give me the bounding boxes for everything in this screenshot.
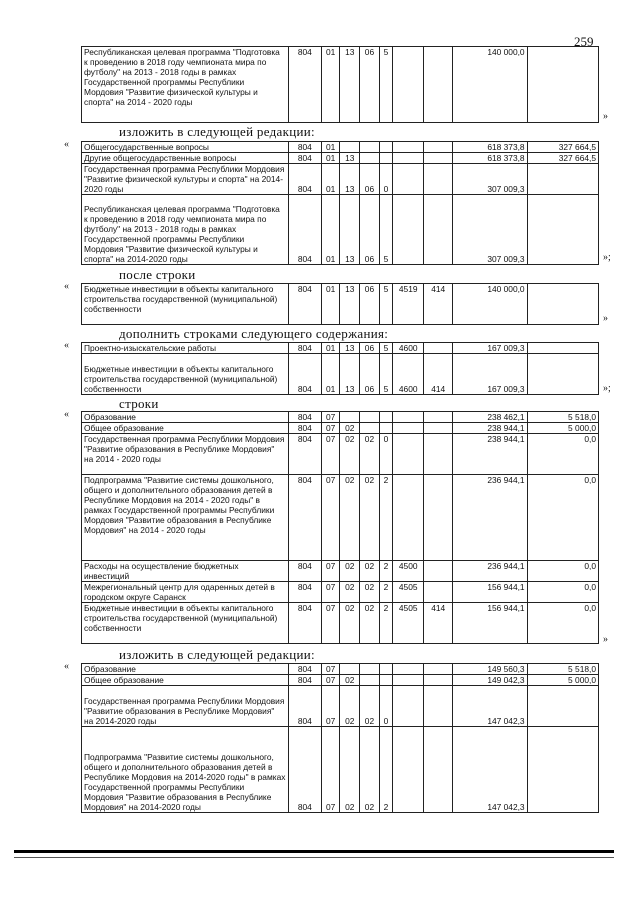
table-cell: 327 664,5 xyxy=(527,142,598,153)
row-name-cell: Государственная программа Республики Мордовия "Развитие образования в Республике Мордовия" на 2014-2020 годы xyxy=(82,686,289,727)
budget-table xyxy=(81,283,599,325)
budget-table xyxy=(81,663,599,813)
table-cell xyxy=(393,664,424,675)
close-quote: » xyxy=(603,313,608,324)
table-cell xyxy=(527,195,598,265)
table-cell: 07 xyxy=(321,686,340,727)
table-cell: 5 518,0 xyxy=(527,412,598,423)
table-cell xyxy=(527,354,598,395)
table-cell: 13 xyxy=(340,164,360,195)
table-cell: 327 664,5 xyxy=(527,153,598,164)
page-number: 259 xyxy=(574,34,594,49)
table-cell xyxy=(527,343,598,354)
table-cell: 01 xyxy=(321,47,340,123)
table-cell xyxy=(393,686,424,727)
table-cell xyxy=(424,561,453,582)
table-row xyxy=(82,603,599,644)
table-cell: 02 xyxy=(360,727,380,813)
table-cell xyxy=(340,142,360,153)
table-cell: 02 xyxy=(340,423,360,434)
footer-rule-thin xyxy=(14,857,614,858)
table-cell: 0,0 xyxy=(527,582,598,603)
table-cell: 01 xyxy=(321,284,340,325)
row-name-cell: Общегосударственные вопросы xyxy=(82,142,289,153)
table-cell: 13 xyxy=(340,284,360,325)
table-cell: 07 xyxy=(321,475,340,561)
table-cell: 4519 xyxy=(393,284,424,325)
row-name-cell: Республиканская целевая программа "Подготовка к проведению в 2018 году чемпионата мира по футболу" на 2013 - 2018 годы в рамках Государственной программы Республики Мордовия "Развитие физической культуры и спорта" на 2014-2020 годы xyxy=(82,195,289,265)
table-cell xyxy=(527,284,598,325)
table-cell: 804 xyxy=(288,664,321,675)
table-cell: 07 xyxy=(321,664,340,675)
table-cell: 02 xyxy=(360,434,380,475)
table-row xyxy=(82,164,599,195)
table-cell: 804 xyxy=(288,423,321,434)
table-cell: 5 000,0 xyxy=(527,675,598,686)
table-cell xyxy=(424,664,453,675)
table-cell xyxy=(393,434,424,475)
table-cell xyxy=(527,47,598,123)
table-row xyxy=(82,475,599,561)
table-cell xyxy=(424,686,453,727)
table-cell: 0 xyxy=(379,164,392,195)
table-cell: 2 xyxy=(379,561,392,582)
table-row xyxy=(82,727,599,813)
table-cell: 804 xyxy=(288,686,321,727)
table-cell: 238 462,1 xyxy=(453,412,527,423)
table-cell: 140 000,0 xyxy=(453,47,527,123)
section-heading: дополнить строками следующего содержания: xyxy=(119,326,389,341)
table-cell xyxy=(360,675,380,686)
table-cell: 618 373,8 xyxy=(453,153,527,164)
table-cell: 0 xyxy=(379,686,392,727)
table-cell xyxy=(424,153,453,164)
table-cell: 156 944,1 xyxy=(453,603,527,644)
row-name-cell: Подпрограмма "Развитие системы дошкольного, общего и дополнительного образования детей в Республике Мордовия на 2014 - 2020 годы" в рамках Государственной программы Республики Мордовия "Развитие образования в Республике Мордовия" на 2014 - 2020 годы xyxy=(82,475,289,561)
row-name-cell: Государственная программа Республики Мордовия "Развитие образования в Республике Мордовия" на 2014 - 2020 годы xyxy=(82,434,289,475)
table-cell xyxy=(379,142,392,153)
table-cell: 02 xyxy=(340,603,360,644)
table-cell xyxy=(424,434,453,475)
table-row xyxy=(82,343,599,354)
table-cell xyxy=(393,412,424,423)
section-heading: строки xyxy=(119,396,159,411)
table-cell: 414 xyxy=(424,354,453,395)
table-cell xyxy=(424,675,453,686)
table-cell: 2 xyxy=(379,475,392,561)
table-cell: 804 xyxy=(288,582,321,603)
table-cell: 804 xyxy=(288,354,321,395)
table-cell: 01 xyxy=(321,142,340,153)
table-row xyxy=(82,195,599,265)
table-cell: 01 xyxy=(321,153,340,164)
table-cell xyxy=(527,686,598,727)
table-row xyxy=(82,675,599,686)
open-quote: « xyxy=(64,139,69,150)
table-cell: 0 xyxy=(379,434,392,475)
table-cell: 07 xyxy=(321,603,340,644)
section-heading: изложить в следующей редакции: xyxy=(119,647,315,662)
table-cell: 5 xyxy=(379,354,392,395)
table-cell: 4600 xyxy=(393,343,424,354)
table-cell xyxy=(393,423,424,434)
table-cell: 804 xyxy=(288,47,321,123)
table-cell: 0,0 xyxy=(527,561,598,582)
table-cell: 01 xyxy=(321,343,340,354)
table-cell: 07 xyxy=(321,675,340,686)
close-quote: » xyxy=(603,634,608,645)
table-cell: 4600 xyxy=(393,354,424,395)
table-cell xyxy=(360,412,380,423)
table-cell: 01 xyxy=(321,164,340,195)
row-name-cell: Общее образование xyxy=(82,423,289,434)
table-cell: 804 xyxy=(288,412,321,423)
table-cell: 804 xyxy=(288,195,321,265)
row-name-cell: Республиканская целевая программа "Подготовка к проведению в 2018 году чемпионата мира по футболу" на 2013 - 2018 годы в рамках Государственной программы Республики Мордовия "Развитие физической культуры и спорта" на 2014 - 2020 годы xyxy=(82,47,289,123)
row-name-cell: Образование xyxy=(82,664,289,675)
table-cell xyxy=(360,423,380,434)
table-cell xyxy=(393,142,424,153)
table-cell: 02 xyxy=(360,603,380,644)
table-cell: 149 042,3 xyxy=(453,675,527,686)
close-quote: » xyxy=(603,111,608,122)
table-cell xyxy=(379,664,392,675)
table-cell: 238 944,1 xyxy=(453,423,527,434)
table-cell: 414 xyxy=(424,603,453,644)
table-cell: 804 xyxy=(288,561,321,582)
table-cell: 4500 xyxy=(393,561,424,582)
footer-rule-thick xyxy=(14,850,614,853)
table-cell: 5 xyxy=(379,343,392,354)
table-cell: 02 xyxy=(360,475,380,561)
row-name-cell: Расходы на осуществление бюджетных инвестиций xyxy=(82,561,289,582)
table-cell: 414 xyxy=(424,284,453,325)
row-name-cell: Подпрограмма "Развитие системы дошкольного, общего и дополнительного образования детей в Республике Мордовия на 2014-2020 годы" в рамках Государственной программы Республики Мордовия "Развитие образования в Республике Мордовия" на 2014-2020 годы xyxy=(82,727,289,813)
table-cell: 147 042,3 xyxy=(453,727,527,813)
table-cell: 07 xyxy=(321,727,340,813)
table-cell: 02 xyxy=(340,434,360,475)
table-cell: 147 042,3 xyxy=(453,686,527,727)
table-cell xyxy=(340,412,360,423)
table-cell: 0,0 xyxy=(527,434,598,475)
table-cell xyxy=(424,582,453,603)
table-cell xyxy=(424,164,453,195)
table-cell: 804 xyxy=(288,142,321,153)
row-name-cell: Проектно-изыскательские работы xyxy=(82,343,289,354)
table-cell: 13 xyxy=(340,153,360,164)
table-cell: 02 xyxy=(340,675,360,686)
row-name-cell: Бюджетные инвестиции в объекты капитального строительства государственной (муниципальной) собственности xyxy=(82,603,289,644)
table-cell xyxy=(379,153,392,164)
table-cell: 06 xyxy=(360,195,380,265)
table-cell: 804 xyxy=(288,603,321,644)
table-cell: 07 xyxy=(321,582,340,603)
table-cell: 5 xyxy=(379,47,392,123)
table-row xyxy=(82,434,599,475)
table-cell: 02 xyxy=(340,561,360,582)
table-cell: 07 xyxy=(321,434,340,475)
table-cell: 02 xyxy=(340,686,360,727)
table-cell xyxy=(393,675,424,686)
table-cell: 804 xyxy=(288,434,321,475)
table-cell xyxy=(424,423,453,434)
table-row xyxy=(82,354,599,395)
budget-table xyxy=(81,342,599,395)
table-cell: 149 560,3 xyxy=(453,664,527,675)
table-cell xyxy=(393,47,424,123)
table-cell: 5 xyxy=(379,195,392,265)
table-cell: 06 xyxy=(360,47,380,123)
table-cell: 804 xyxy=(288,153,321,164)
table-cell: 238 944,1 xyxy=(453,434,527,475)
open-quote: « xyxy=(64,661,69,672)
table-cell: 5 000,0 xyxy=(527,423,598,434)
table-row xyxy=(82,686,599,727)
table-cell xyxy=(424,412,453,423)
table-cell: 06 xyxy=(360,164,380,195)
table-cell: 0,0 xyxy=(527,603,598,644)
open-quote: « xyxy=(64,340,69,351)
table-cell xyxy=(424,47,453,123)
open-quote: « xyxy=(64,281,69,292)
table-cell: 06 xyxy=(360,284,380,325)
table-cell: 13 xyxy=(340,354,360,395)
table-cell: 804 xyxy=(288,343,321,354)
section-heading: после строки xyxy=(119,267,196,282)
table-cell: 2 xyxy=(379,603,392,644)
table-row xyxy=(82,412,599,423)
row-name-cell: Бюджетные инвестиции в объекты капитального строительства государственной (муниципальной) собственности xyxy=(82,354,289,395)
table-cell xyxy=(527,164,598,195)
budget-table xyxy=(81,46,599,123)
table-cell: 804 xyxy=(288,164,321,195)
table-cell: 804 xyxy=(288,284,321,325)
table-row xyxy=(82,284,599,325)
table-row xyxy=(82,582,599,603)
table-cell: 13 xyxy=(340,343,360,354)
table-row xyxy=(82,561,599,582)
table-cell: 307 009,3 xyxy=(453,195,527,265)
open-quote: « xyxy=(64,409,69,420)
table-cell: 01 xyxy=(321,195,340,265)
table-cell: 2 xyxy=(379,727,392,813)
table-cell: 804 xyxy=(288,475,321,561)
section-heading: изложить в следующей редакции: xyxy=(119,124,315,139)
table-cell xyxy=(424,727,453,813)
table-cell: 4505 xyxy=(393,582,424,603)
row-name-cell: Бюджетные инвестиции в объекты капитального строительства государственной (муниципальной) собственности xyxy=(82,284,289,325)
table-cell: 307 009,3 xyxy=(453,164,527,195)
table-cell: 13 xyxy=(340,47,360,123)
row-name-cell: Другие общегосударственные вопросы xyxy=(82,153,289,164)
table-row xyxy=(82,142,599,153)
table-row xyxy=(82,153,599,164)
table-cell xyxy=(527,727,598,813)
table-cell: 02 xyxy=(360,686,380,727)
budget-table xyxy=(81,411,599,644)
table-cell: 02 xyxy=(360,582,380,603)
table-cell xyxy=(424,142,453,153)
table-cell xyxy=(393,164,424,195)
table-row xyxy=(82,664,599,675)
table-cell: 02 xyxy=(360,561,380,582)
table-cell: 07 xyxy=(321,423,340,434)
table-cell: 236 944,1 xyxy=(453,561,527,582)
table-cell: 06 xyxy=(360,354,380,395)
table-cell xyxy=(393,475,424,561)
table-cell: 5 518,0 xyxy=(527,664,598,675)
budget-table xyxy=(81,141,599,265)
table-cell xyxy=(379,423,392,434)
table-cell xyxy=(360,153,380,164)
table-cell: 618 373,8 xyxy=(453,142,527,153)
table-cell: 02 xyxy=(340,582,360,603)
table-cell: 804 xyxy=(288,727,321,813)
table-cell xyxy=(393,195,424,265)
table-cell: 06 xyxy=(360,343,380,354)
table-cell xyxy=(424,343,453,354)
table-row xyxy=(82,423,599,434)
row-name-cell: Межрегиональный центр для одаренных детей в городском округе Саранск xyxy=(82,582,289,603)
table-cell xyxy=(379,412,392,423)
table-row xyxy=(82,47,599,123)
table-cell: 804 xyxy=(288,675,321,686)
table-cell: 02 xyxy=(340,475,360,561)
table-cell: 4505 xyxy=(393,603,424,644)
table-cell: 13 xyxy=(340,195,360,265)
table-cell: 140 000,0 xyxy=(453,284,527,325)
table-cell: 236 944,1 xyxy=(453,475,527,561)
table-cell: 167 009,3 xyxy=(453,343,527,354)
row-name-cell: Общее образование xyxy=(82,675,289,686)
close-quote: »; xyxy=(603,252,611,263)
table-cell: 5 xyxy=(379,284,392,325)
table-cell xyxy=(360,664,380,675)
table-cell xyxy=(340,664,360,675)
table-cell xyxy=(360,142,380,153)
row-name-cell: Образование xyxy=(82,412,289,423)
table-cell: 07 xyxy=(321,561,340,582)
table-cell xyxy=(424,195,453,265)
table-cell: 0,0 xyxy=(527,475,598,561)
table-cell: 156 944,1 xyxy=(453,582,527,603)
table-cell xyxy=(424,475,453,561)
table-cell xyxy=(379,675,392,686)
table-cell: 07 xyxy=(321,412,340,423)
row-name-cell: Государственная программа Республики Мордовия "Развитие физической культуры и спорта" на 2014-2020 годы xyxy=(82,164,289,195)
table-cell: 167 009,3 xyxy=(453,354,527,395)
table-cell: 2 xyxy=(379,582,392,603)
table-cell: 01 xyxy=(321,354,340,395)
table-cell xyxy=(393,153,424,164)
table-cell xyxy=(393,727,424,813)
table-cell: 02 xyxy=(340,727,360,813)
close-quote: »; xyxy=(603,383,611,394)
